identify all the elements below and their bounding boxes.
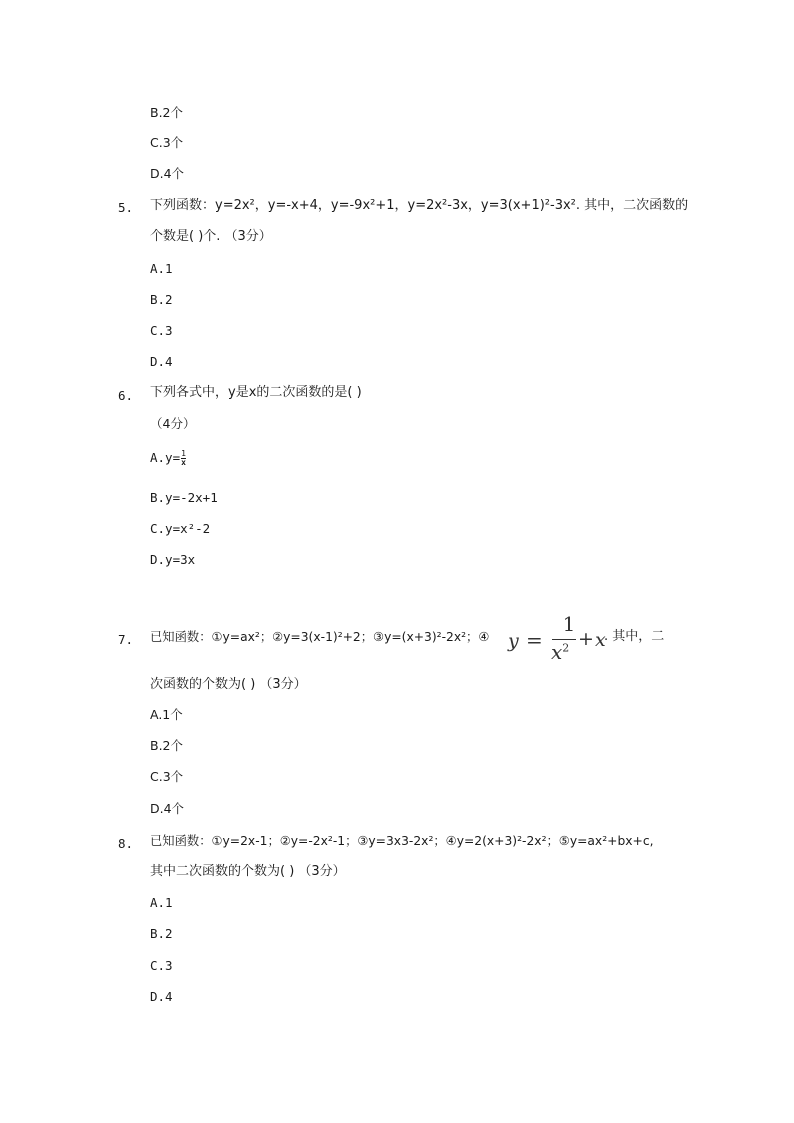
q5-option-d: D.4 <box>150 354 173 369</box>
q6-option-a <box>150 450 186 467</box>
q8-stem-line1: 已知函数：①y=2x-1；②y=-2x²-1；③y=3x3-2x²；④y=2(x+3)²-2x²；⑤y=ax²+bx+c, <box>150 834 654 848</box>
q7-option-a: A.1个 <box>150 707 183 722</box>
q7-option-d: D.4个 <box>150 801 185 816</box>
q6-score: （4分） <box>150 416 196 431</box>
q8-stem-line2: 其中二次函数的个数为( ) （3分） <box>150 864 346 879</box>
q5-number: 5. <box>118 200 134 215</box>
q7-stem-line2: 次函数的个数为( ) （3分） <box>150 677 307 692</box>
q5-option-a: A.1 <box>150 261 173 276</box>
q5-option-b: B.2 <box>150 292 173 307</box>
q6-option-b: B.y=-2x+1 <box>150 490 218 505</box>
q7-formula-x: x <box>595 629 606 651</box>
q6-option-c: C.y=x²-2 <box>150 521 211 536</box>
q7-formula-den-exponent: 2 <box>562 641 570 655</box>
q8-option-c: C.3 <box>150 958 173 973</box>
q7-stem-line1-before: 已知函数：①y=ax²；②y=3(x-1)²+2；③y=(x+3)²-2x²；④ <box>150 630 490 644</box>
q5-stem-line1: 下列函数：y=2x²，y=-x+4，y=-9x²+1，y=2x²-3x，y=3(x+1)²-3x². 其中，二次函数的 <box>150 198 689 213</box>
q5-stem-line2: 个数是( )个. （3分） <box>150 229 272 244</box>
q7-number: 7. <box>118 632 134 647</box>
q5-option-c: C.3 <box>150 323 173 338</box>
q8-option-a: A.1 <box>150 895 173 910</box>
q7-formula-y: y <box>508 630 519 652</box>
q4-option-c: C.3个 <box>150 135 184 150</box>
q4-option-b: B.2个 <box>150 105 184 120</box>
q8-number: 8. <box>118 836 134 851</box>
q7-formula-numerator: 1 <box>562 612 576 636</box>
q7-stem-line1-after: . 其中，二 <box>604 629 665 644</box>
q8-option-b: B.2 <box>150 926 173 941</box>
q6-fraction-denominator: x <box>181 458 186 467</box>
q6-stem: 下列各式中，y是x的二次函数的是( ) <box>150 385 362 400</box>
q7-formula-den-var: x <box>551 640 563 664</box>
q7-option-b: B.2个 <box>150 738 184 753</box>
q7-option-c: C.3个 <box>150 769 184 784</box>
q4-option-d: D.4个 <box>150 166 185 181</box>
q7-formula-equals: = <box>526 628 543 652</box>
q6-option-d: D.y=3x <box>150 552 196 567</box>
q6-option-a-prefix: A.y= <box>150 450 181 465</box>
q6-number: 6. <box>118 388 134 403</box>
q8-option-d: D.4 <box>150 989 173 1004</box>
q6-option-a-fraction <box>181 450 186 467</box>
q6-fraction-numerator: 1 <box>181 449 186 458</box>
q7-formula-denominator <box>551 640 569 664</box>
q7-formula-plus: + <box>578 628 594 650</box>
